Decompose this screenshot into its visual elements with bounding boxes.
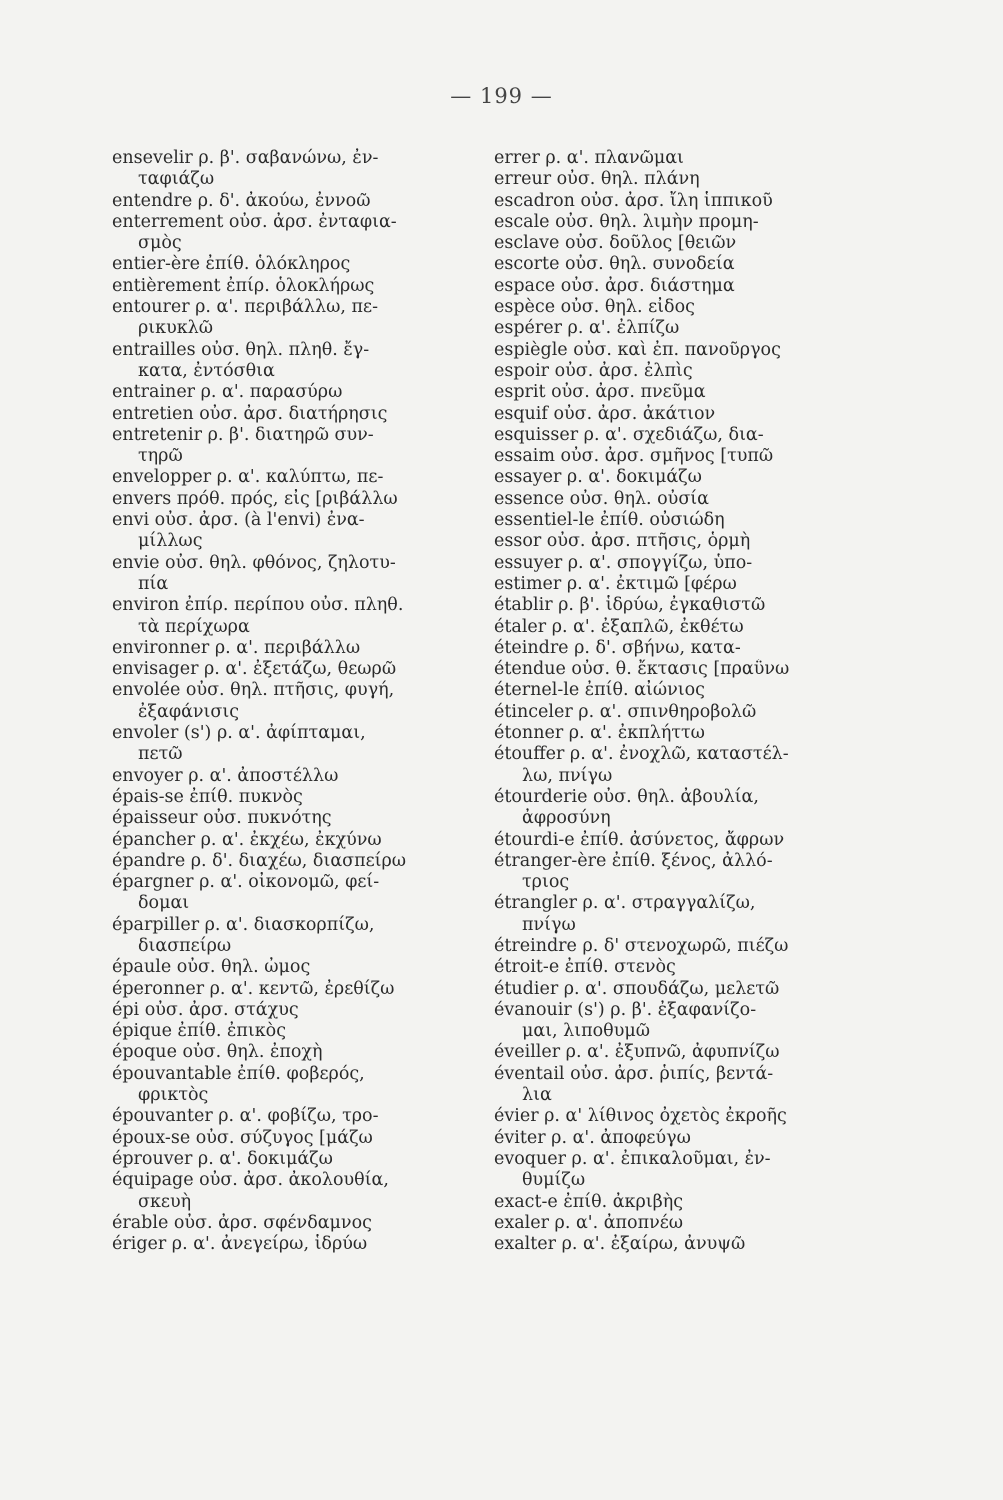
dictionary-entry: étourderie οὐσ. θηλ. ἀβουλία, — [494, 786, 759, 807]
dictionary-entry: evoquer ρ. α'. ἐπικαλοῦμαι, ἐν- — [494, 1148, 771, 1169]
dictionary-entry: étourdi-e ἐπίθ. ἀσύνετος, ἄφρων — [494, 829, 785, 850]
dictionary-entry: esquif οὐσ. ἀρσ. ἀκάτιον — [494, 403, 716, 424]
dictionary-entry: érable οὐσ. ἀρσ. σφένδαμνος — [112, 1212, 372, 1233]
dictionary-entry: équipage οὐσ. ἀρσ. ἀκολουθία, — [112, 1170, 389, 1191]
dictionary-entry: étroit-e ἐπίθ. στενὸς — [494, 957, 676, 978]
dictionary-entry: étonner ρ. α'. ἐκπλήττω — [494, 723, 705, 744]
dictionary-entry: éparpiller ρ. α'. διασκορπίζω, — [112, 914, 375, 935]
dictionary-entry: essayer ρ. α'. δοκιμάζω — [494, 467, 702, 488]
dictionary-entry: éprouver ρ. α'. δοκιμάζω — [112, 1148, 333, 1169]
entry-continuation-line: τὰ περίχωρα — [138, 616, 250, 637]
entry-continuation-line: τηρῶ — [138, 446, 183, 467]
entry-continuation-line: ἐξαφάνισις — [138, 701, 240, 722]
entry-continuation-line: λια — [522, 1085, 552, 1106]
entry-continuation-line: ρικυκλῶ — [138, 318, 214, 339]
entry-continuation-line: ταφιάζω — [138, 169, 215, 190]
dictionary-entry: errer ρ. α'. πλανῶμαι — [494, 148, 684, 168]
dictionary-entry: évanouir (s') ρ. β'. ἐξαφανίζο- — [494, 999, 757, 1020]
dictionary-entry: erreur οὐσ. θηλ. πλάνη — [494, 169, 700, 190]
dictionary-entry: envelopper ρ. α'. καλύπτω, πε- — [112, 467, 384, 488]
dictionary-entry: espiègle οὐσ. καὶ ἐπ. πανοῦργος — [494, 339, 781, 360]
entry-continuation-line: σμὸς — [138, 233, 182, 254]
entry-continuation-line: δομαι — [138, 893, 190, 914]
dictionary-entry: essor οὐσ. ἀρσ. πτῆσις, ὁρμὴ — [494, 531, 751, 552]
dictionary-entry: entourer ρ. α'. περιβάλλω, πε- — [112, 297, 378, 318]
dictionary-entry: époux-se οὐσ. σύζυγος [μάζω — [112, 1127, 373, 1148]
dictionary-entry: éveiller ρ. α'. ἐξυπνῶ, ἀφυπνίζω — [494, 1042, 780, 1063]
entry-continuation-line: μαι, λιποθυμῶ — [522, 1021, 650, 1042]
right-column — [480, 148, 852, 1255]
dictionary-entry: étinceler ρ. α'. σπινθηροβολῶ — [494, 701, 757, 722]
dictionary-entry: évier ρ. α' λίθινος ὀχετὸς ἐκροῆς — [494, 1106, 787, 1127]
dictionary-entry: épais-se ἐπίθ. πυκνὸς — [112, 786, 303, 807]
entry-continuation-line: θυμίζω — [522, 1170, 586, 1191]
dictionary-entry: envi οὐσ. ἀρσ. (à l'envi) ἐνα- — [112, 510, 365, 531]
dictionary-entry: envoyer ρ. α'. ἀποστέλλω — [112, 765, 339, 786]
dictionary-entry: entretien οὐσ. ἀρσ. διατήρησις — [112, 403, 388, 424]
dictionary-entry: envoler (s') ρ. α'. ἀφίπταμαι, — [112, 723, 366, 744]
dictionary-entry: épaisseur οὐσ. πυκνότης — [112, 808, 332, 829]
dictionary-entry: éperonner ρ. α'. κεντῶ, ἐρεθίζω — [112, 978, 395, 999]
dictionary-entry: estimer ρ. α'. ἐκτιμῶ [φέρω — [494, 573, 737, 594]
dictionary-entry: éternel-le ἐπίθ. αἰώνιος — [494, 680, 705, 701]
dictionary-entry: étudier ρ. α'. σπουδάζω, μελετῶ — [494, 978, 780, 999]
dictionary-entry: entrainer ρ. α'. παρασύρω — [112, 382, 343, 403]
dictionary-entry: esclave οὐσ. δοῦλος [θειῶν — [494, 233, 737, 254]
dictionary-entry: entretenir ρ. β'. διατηρῶ συν- — [112, 424, 374, 445]
entry-continuation-line: πετῶ — [138, 744, 183, 765]
dictionary-entry: étreindre ρ. δ' στενοχωρῶ, πιέζω — [494, 935, 789, 956]
dictionary-entry: étrangler ρ. α'. στραγγαλίζω, — [494, 893, 756, 914]
dictionary-entry: éviter ρ. α'. ἀποφεύγω — [494, 1127, 691, 1148]
dictionary-entry: espèce οὐσ. θηλ. εἶδος — [494, 297, 695, 318]
dictionary-entry: essence οὐσ. θηλ. οὐσία — [494, 488, 709, 509]
dictionary-entry: envolée οὐσ. θηλ. πτῆσις, φυγή, — [112, 680, 395, 701]
dictionary-entry: étranger-ère ἐπίθ. ξένος, ἀλλό- — [494, 850, 773, 871]
entry-continuation-line: ἀφροσύνη — [522, 808, 611, 829]
entry-continuation-line: μίλλως — [138, 531, 203, 552]
dictionary-entry: escorte οὐσ. θηλ. συνοδεία — [494, 254, 735, 275]
dictionary-entry: entièrement ἐπίρ. ὁλοκλήρως — [112, 275, 375, 296]
page-number: — 199 — — [450, 84, 553, 108]
entry-continuation-line: πνίγω — [522, 914, 576, 935]
dictionary-entry: établir ρ. β'. ἱδρύω, ἐγκαθιστῶ — [494, 595, 766, 616]
dictionary-entry: entrailles οὐσ. θηλ. πληθ. ἔγ- — [112, 339, 370, 360]
dictionary-entry: épargner ρ. α'. οἰκονομῶ, φεί- — [112, 872, 380, 893]
dictionary-entry: étendue οὐσ. θ. ἔκτασις [πραΰνω — [494, 659, 790, 680]
dictionary-entry: épandre ρ. δ'. διαχέω, διασπείρω — [112, 850, 407, 871]
entry-continuation-line: φρικτὸς — [138, 1085, 209, 1106]
dictionary-entry: ensevelir ρ. β'. σαβανώνω, ἐν- — [112, 148, 379, 168]
dictionary-entry: épi οὐσ. ἀρσ. στάχυς — [112, 999, 299, 1020]
dictionary-entry: envie οὐσ. θηλ. φθόνος, ζηλοτυ- — [112, 552, 396, 573]
dictionary-entry: ériger ρ. α'. ἀνεγείρω, ἱδρύω — [112, 1234, 368, 1255]
entry-continuation-line: τριος — [522, 872, 570, 893]
dictionary-entry: escadron οὐσ. ἀρσ. ἴλη ἱππικοῦ — [494, 190, 773, 211]
dictionary-entry: esprit οὐσ. ἀρσ. πνεῦμα — [494, 382, 706, 403]
left-column — [112, 148, 472, 1255]
dictionary-entry: éventail οὐσ. ἀρσ. ῥιπίς, βεντά- — [494, 1063, 774, 1084]
dictionary-entry: environner ρ. α'. περιβάλλω — [112, 637, 361, 658]
dictionary-entry: époque οὐσ. θηλ. ἐποχὴ — [112, 1042, 323, 1063]
dictionary-entry: environ ἐπίρ. περίπου οὐσ. πληθ. — [112, 595, 404, 616]
dictionary-entry: esquisser ρ. α'. σχεδιάζω, δια- — [494, 424, 764, 445]
dictionary-entry: exaler ρ. α'. ἀποπνέω — [494, 1212, 684, 1233]
dictionary-entry: épouvanter ρ. α'. φοβίζω, τρο- — [112, 1106, 379, 1127]
dictionary-entry: exalter ρ. α'. ἐξαίρω, ἀνυψῶ — [494, 1234, 746, 1255]
dictionary-entry: essentiel-le ἐπίθ. οὐσιώδη — [494, 510, 725, 531]
dictionary-entry: envers πρόθ. πρός, εἰς [ριβάλλω — [112, 488, 398, 509]
dictionary-entry: épaule οὐσ. θηλ. ὦμος — [112, 957, 311, 978]
dictionary-entry: escale οὐσ. θηλ. λιμὴν προμη- — [494, 211, 759, 232]
dictionary-entry: essaim οὐσ. ἀρσ. σμῆνος [τυπῶ — [494, 446, 774, 467]
entry-continuation-line: πία — [138, 573, 169, 594]
dictionary-entry: essuyer ρ. α'. σπογγίζω, ὑπο- — [494, 552, 753, 573]
dictionary-entry: épique ἐπίθ. ἐπικὸς — [112, 1021, 286, 1042]
dictionary-entry: espace οὐσ. ἀρσ. διάστημα — [494, 275, 735, 296]
entry-continuation-line: κατα, ἐντόσθια — [138, 360, 275, 381]
dictionary-entry: éteindre ρ. δ'. σβήνω, κατα- — [494, 637, 741, 658]
dictionary-entry: entendre ρ. δ'. ἀκούω, ἐννοῶ — [112, 190, 371, 211]
dictionary-entry: enterrement οὐσ. ἀρσ. ἐνταφια- — [112, 211, 397, 232]
dictionary-entry: espérer ρ. α'. ἐλπίζω — [494, 318, 680, 339]
entry-continuation-line: διασπείρω — [138, 935, 232, 956]
dictionary-entry: épancher ρ. α'. ἐκχέω, ἐκχύνω — [112, 829, 382, 850]
dictionary-entry: étouffer ρ. α'. ἐνοχλῶ, καταστέλ- — [494, 744, 789, 765]
dictionary-entry: espoir οὐσ. ἀρσ. ἐλπὶς — [494, 360, 693, 381]
dictionary-entry: étaler ρ. α'. ἐξαπλῶ, ἐκθέτω — [494, 616, 744, 637]
dictionary-entry: entier-ère ἐπίθ. ὁλόκληρος — [112, 254, 351, 275]
dictionary-entry: épouvantable ἐπίθ. φοβερός, — [112, 1063, 365, 1084]
dictionary-entry: envisager ρ. α'. ἐξετάζω, θεωρῶ — [112, 659, 397, 680]
entry-continuation-line: σκευὴ — [138, 1191, 192, 1212]
dictionary-entry: exact-e ἐπίθ. ἀκριβὴς — [494, 1191, 684, 1212]
entry-continuation-line: λω, πνίγω — [522, 765, 613, 786]
